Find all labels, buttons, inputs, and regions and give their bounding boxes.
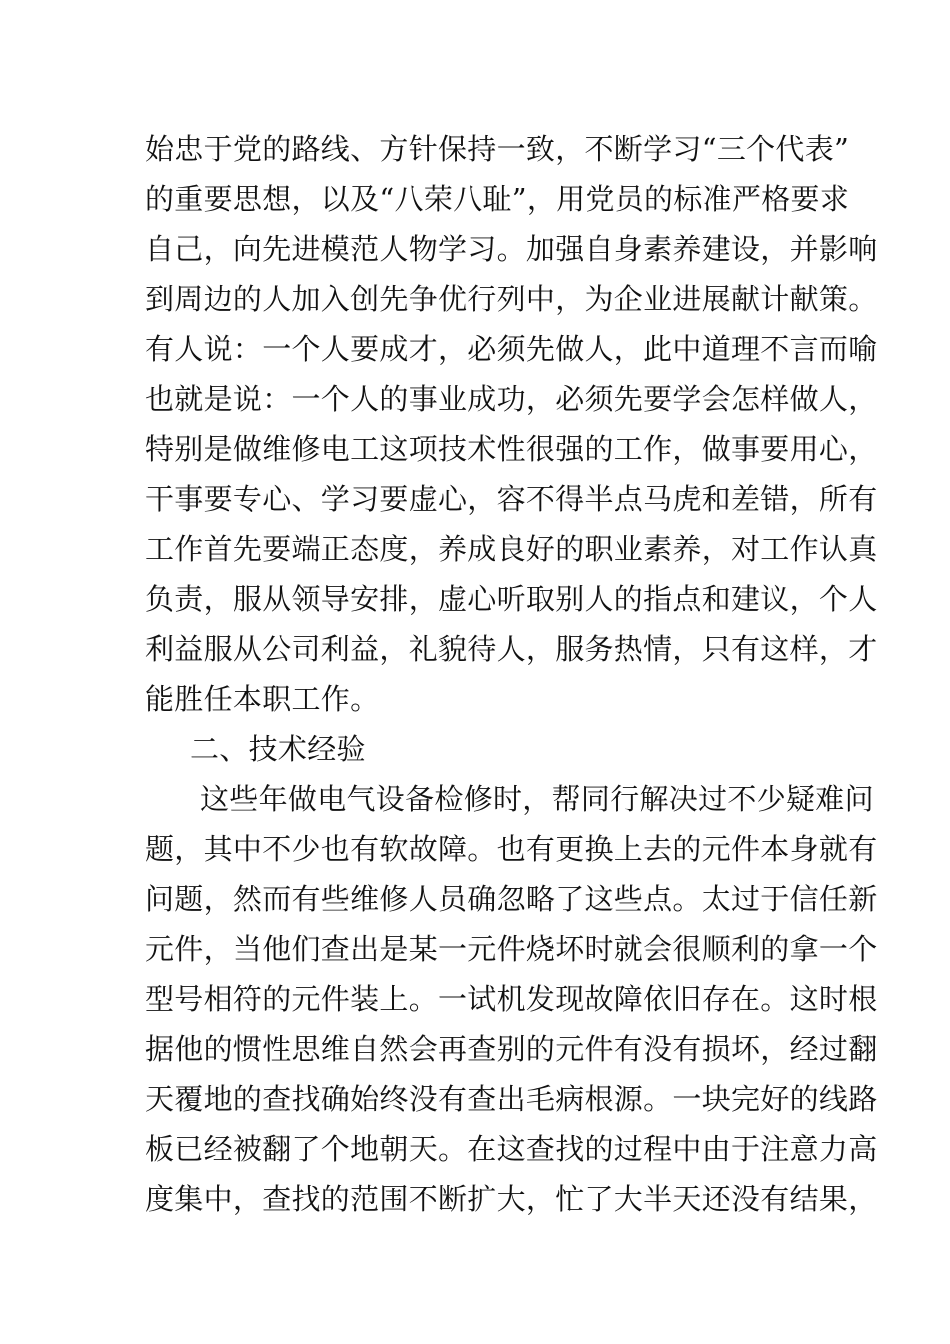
body-text-line: 板已经被翻了个地朝天。在这查找的过程中由于注意力高 [145,1132,878,1166]
body-text-line: 干事要专心、学习要虚心，容不得半点马虎和差错，所有 [145,482,878,516]
body-text-line: 负责，服从领导安排，虚心听取别人的指点和建议，个人 [145,582,878,616]
body-text-line: 度集中，查找的范围不断扩大，忙了大半天还没有结果， [145,1182,878,1216]
body-text-line: 据他的惯性思维自然会再查别的元件有没有损坏，经过翻 [145,1032,878,1066]
body-text-line: 自己，向先进模范人物学习。加强自身素养建设，并影响 [145,232,878,266]
body-text-line: 的重要思想，以及“八荣八耻”，用党员的标准严格要求 [145,182,850,216]
section-heading: 二、技术经验 [190,732,366,766]
body-text-line: 始忠于党的路线、方针保持一致，不断学习“三个代表” [145,132,850,166]
body-text-line: 也就是说：一个人的事业成功，必须先要学会怎样做人， [145,382,878,416]
body-text-line: 工作首先要端正态度，养成良好的职业素养，对工作认真 [145,532,878,566]
body-text-line: 题，其中不少也有软故障。也有更换上去的元件本身就有 [145,832,878,866]
body-text-line: 到周边的人加入创先争优行列中，为企业进展献计献策。 [145,282,878,316]
body-text-line: 元件，当他们查出是某一元件烧坏时就会很顺利的拿一个 [145,932,878,966]
body-text-line: 有人说：一个人要成才，必须先做人，此中道理不言而喻 [145,332,878,366]
body-text-line: 能胜任本职工作。 [145,682,380,716]
body-text-line: 特别是做维修电工这项技术性很强的工作，做事要用心， [145,432,878,466]
body-text-line: 问题，然而有些维修人员确忽略了这些点。太过于信任新 [145,882,878,916]
body-text-line: 这些年做电气设备检修时，帮同行解决过不少疑难问 [200,782,874,816]
body-text-line: 利益服从公司利益，礼貌待人，服务热情，只有这样，才 [145,632,878,666]
body-text-line: 天覆地的查找确始终没有查出毛病根源。一块完好的线路 [145,1082,878,1116]
body-text-line: 型号相符的元件装上。一试机发现故障依旧存在。这时根 [145,982,878,1016]
